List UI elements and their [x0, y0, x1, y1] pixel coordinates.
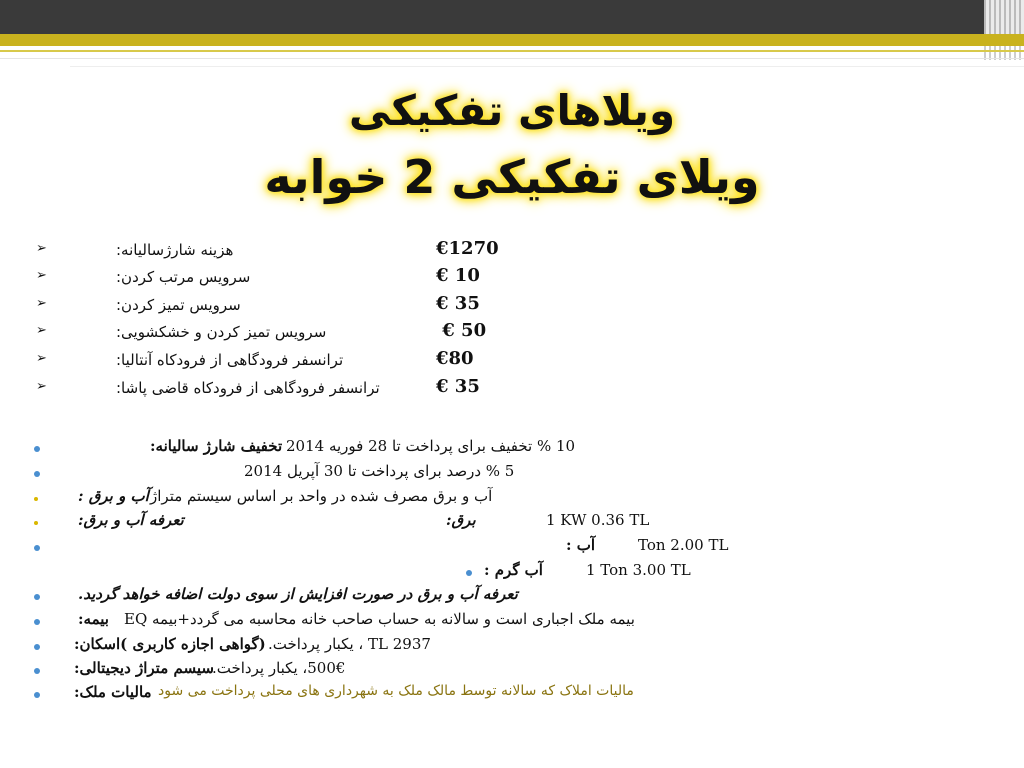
meter-label: سیسم متراژ دیجیتالی:	[74, 659, 214, 677]
discount-text: 10 % تخفیف برای پرداخت تا 28 فوریه 2014	[286, 437, 576, 455]
arrow-bullet-icon: ➢	[36, 241, 47, 256]
cost-price: €1270	[436, 238, 499, 259]
insurance-label: بیمه:	[78, 610, 109, 628]
header-gold-bar	[0, 34, 1024, 46]
water-value: Ton 2.00 TL	[638, 536, 729, 554]
discount2-text: 5 % درصد برای پرداخت تا 30 آپریل 2014	[244, 462, 515, 480]
slide-title-line1: ویلاهای تفکیکی	[348, 86, 676, 135]
divider-line	[0, 58, 1024, 59]
hot-water-label: آب گرم :	[484, 561, 543, 579]
note-water	[0, 536, 1024, 560]
permit-label: (گواهی اجازه کاربری )اسکان:	[74, 635, 266, 653]
arrow-bullet-icon: ➢	[36, 268, 47, 283]
arrow-bullet-icon: ➢	[36, 296, 47, 311]
cost-item	[36, 265, 496, 291]
electricity-label: برق:	[446, 511, 476, 529]
note-permit	[0, 635, 1024, 659]
bullet-icon	[34, 446, 40, 452]
cost-label: ترانسفر فرودگاهی از فرودکاه قاضی پاشا:	[116, 379, 380, 397]
cost-item	[36, 238, 499, 264]
cost-price: € 35	[436, 376, 480, 397]
header-dark-bar	[0, 0, 1024, 34]
cost-price: € 10	[436, 265, 480, 286]
cost-item	[36, 293, 496, 319]
electricity-value: 1 KW 0.36 TL	[546, 511, 650, 529]
cost-label: ترانسفر فرودگاهی از فرودکاه آنتالیا:	[116, 351, 344, 369]
bullet-icon	[34, 668, 40, 674]
property-tax-label: مالیات ملک:	[74, 683, 152, 701]
tariff-note: تعرفه آب و برق در صورت افزایش از سوی دولت اضافه خواهد گردید.	[78, 585, 518, 603]
arrow-bullet-icon: ➢	[36, 379, 47, 394]
note-tariff-increase	[0, 585, 1024, 609]
utilities-label: آب و برق :	[78, 487, 149, 505]
bullet-icon	[34, 521, 38, 525]
note-meter	[0, 659, 1024, 683]
note-discount	[0, 437, 1024, 461]
bullet-icon	[466, 570, 472, 576]
hot-water-value: 1 Ton 3.00 TL	[586, 561, 691, 579]
divider-line-2	[70, 66, 1024, 67]
cost-item	[36, 376, 496, 402]
insurance-text: بیمه ملک اجباری است و سالانه به حساب صاحب خانه محاسبه می گردد+بیمه EQ	[124, 610, 635, 628]
cost-label: سرویس مرتب کردن:	[116, 268, 251, 286]
cost-price: € 35	[436, 293, 480, 314]
note-hot-water	[0, 561, 1024, 585]
cost-price: €80	[436, 348, 474, 369]
meter-text: 500€، یکبار پرداخت.	[212, 659, 346, 677]
permit-text: 2937 TL ، یکبار پرداخت.	[268, 635, 431, 653]
bullet-icon	[34, 471, 40, 477]
bullet-icon	[34, 497, 38, 501]
note-discount-2	[0, 462, 1024, 486]
note-tariff	[0, 511, 1024, 535]
cost-label: سرویس تمیز کردن:	[116, 296, 241, 314]
cost-label: هزینه شارژسالیانه:	[116, 241, 234, 259]
arrow-bullet-icon: ➢	[36, 323, 47, 338]
cost-item	[36, 348, 496, 374]
note-insurance	[0, 610, 1024, 634]
cost-price: € 50	[436, 320, 487, 341]
property-tax-text: مالیات املاک که سالانه توسط مالک ملک به شهرداری های محلی پرداخت می شود	[158, 683, 634, 699]
water-label: آب :	[566, 536, 596, 554]
bullet-icon	[34, 619, 40, 625]
arrow-bullet-icon: ➢	[36, 351, 47, 366]
tariff-label: تعرفه آب و برق:	[78, 511, 184, 529]
bullet-icon	[34, 692, 40, 698]
bullet-icon	[34, 644, 40, 650]
utilities-text: آب و برق مصرف شده در واحد بر اساس سیستم متراژ	[150, 487, 493, 505]
bullet-icon	[34, 545, 40, 551]
note-property-tax	[0, 683, 1024, 707]
bullet-icon	[34, 594, 40, 600]
cost-label: سرویس تمیز کردن و خشکشویی:	[116, 323, 327, 341]
note-utilities	[0, 487, 1024, 511]
slide-title-line2: ویلای تفکیکی 2 خوابه	[264, 150, 760, 204]
cost-item	[36, 320, 496, 346]
discount-label: تخفیف شارژ سالیانه:	[150, 437, 283, 455]
header-thin-line	[0, 50, 1024, 52]
